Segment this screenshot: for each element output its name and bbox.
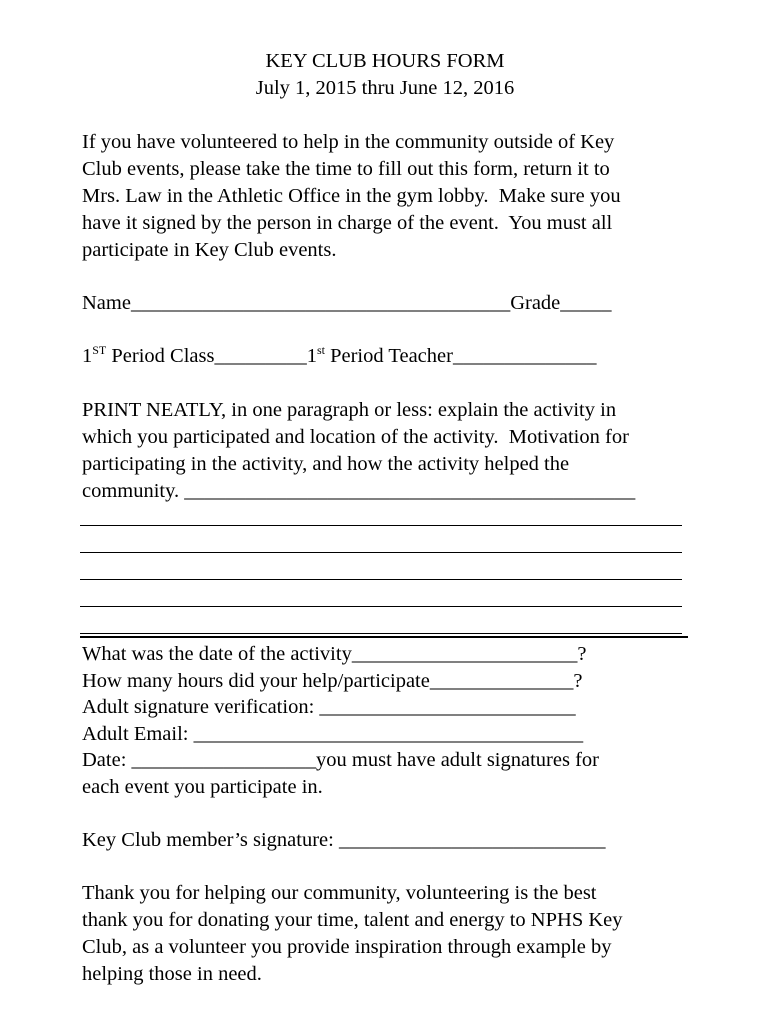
writing-line[interactable] [80, 606, 682, 607]
closing-line: helping those in need. [82, 963, 262, 985]
instruction-line: participating in the activity, and how the activity helped the [82, 453, 570, 475]
hours-field[interactable]: How many hours did your help/participate______________? [82, 670, 583, 692]
writing-line[interactable] [80, 579, 682, 580]
closing-line: Club, as a volunteer you provide inspiration through example by [82, 936, 612, 958]
intro-line: Mrs. Law in the Athletic Office in the gym lobby. Make sure you [82, 185, 621, 207]
adult-signature-field[interactable]: Adult signature verification: _________________________ [82, 696, 576, 718]
name-grade-field[interactable]: Name_____________________________________Grade_____ [82, 292, 612, 314]
writing-line[interactable] [80, 525, 682, 526]
period-teacher-label: Period Teacher______________ [324, 345, 597, 367]
activity-date-field[interactable]: What was the date of the activity______________________? [82, 643, 587, 665]
instruction-line: which you participated and location of the activity. Motivation for [82, 426, 629, 448]
date-field[interactable]: Date: __________________you must have adult signatures for [82, 749, 599, 771]
period-superscript: st [316, 343, 325, 357]
intro-line: If you have volunteered to help in the community outside of Key [82, 131, 615, 153]
writing-line[interactable] [80, 552, 682, 553]
signature-note: each event you participate in. [82, 776, 323, 798]
closing-line: thank you for donating your time, talent and energy to NPHS Key [82, 909, 623, 931]
form-date-range: July 1, 2015 thru June 12, 2016 [255, 77, 515, 99]
period-class-teacher-field[interactable] [82, 343, 596, 370]
period-superscript: ST [92, 343, 107, 357]
form-title: KEY CLUB HOURS FORM [265, 50, 505, 72]
writing-line[interactable] [80, 633, 682, 634]
adult-email-field[interactable]: Adult Email: ______________________________________ [82, 723, 584, 745]
member-signature-field[interactable]: Key Club member’s signature: __________________________ [82, 829, 606, 851]
section-divider [80, 636, 688, 638]
intro-line: have it signed by the person in charge of the event. You must all [82, 212, 613, 234]
intro-line: Club events, please take the time to fill out this form, return it to [82, 158, 610, 180]
instruction-line: PRINT NEATLY, in one paragraph or less: explain the activity in [82, 399, 617, 421]
period-number: 1 [82, 345, 93, 367]
period-class-label: Period Class_________1 [106, 345, 317, 367]
closing-line: Thank you for helping our community, volunteering is the best [82, 882, 597, 904]
intro-line: participate in Key Club events. [82, 239, 337, 261]
instruction-line[interactable]: community. ____________________________________________ [82, 480, 636, 502]
